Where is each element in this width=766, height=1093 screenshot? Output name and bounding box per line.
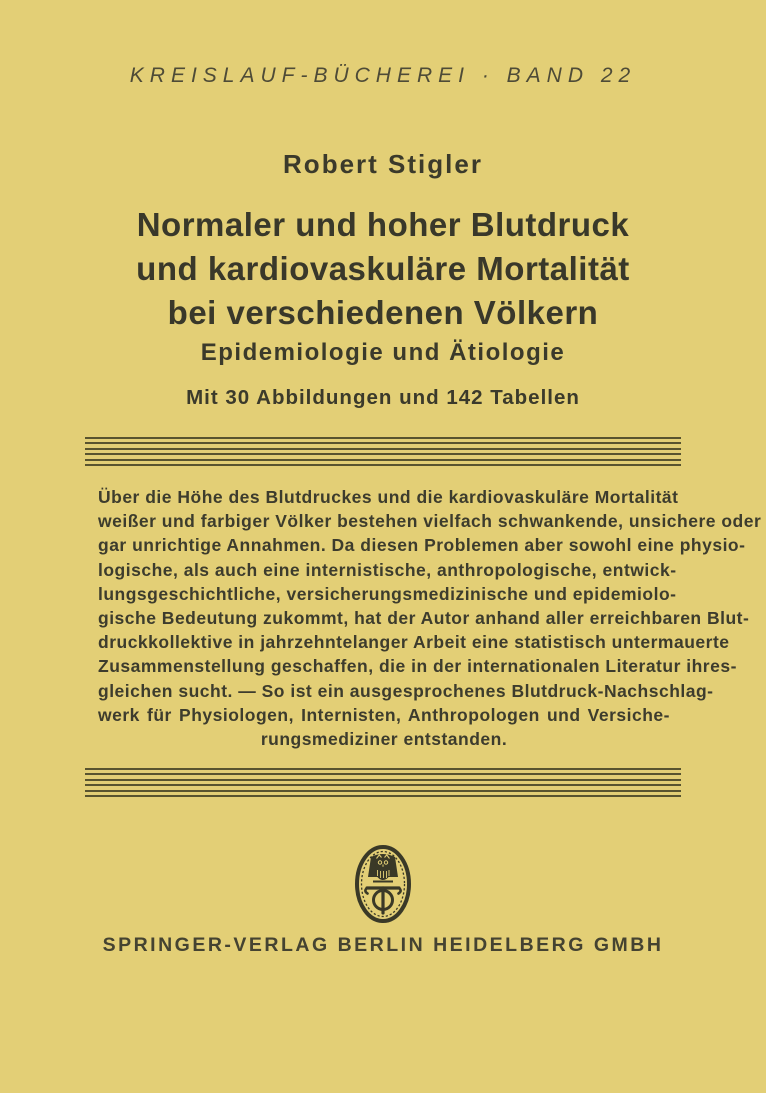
blurb-line: gar unrichtige Annahmen. Da diesen Problemen aber sowohl eine physio- bbox=[98, 535, 746, 556]
decorative-rule-band-top bbox=[85, 437, 681, 466]
series-title: KREISLAUF-BÜCHEREI · BAND 22 bbox=[129, 64, 637, 87]
blurb-line: druckkollektive in jahrzehntelanger Arbeit eine statistisch untermauerte bbox=[98, 632, 730, 653]
blurb-line: gleichen sucht. — So ist ein ausgesprochenes Blutdruck-Nachschlag- bbox=[98, 680, 714, 701]
blurb-line: Zusammenstellung geschaffen, die in der internationalen Literatur ihres- bbox=[98, 656, 737, 677]
author-name: Robert Stigler bbox=[283, 149, 483, 179]
blurb-line: weißer und farbiger Völker bestehen vielfach schwankende, unsichere oder bbox=[98, 511, 762, 532]
illustrations-note: Mit 30 Abbildungen und 142 Tabellen bbox=[186, 386, 580, 409]
book-title-line-3: bei verschiedenen Völkern bbox=[167, 294, 599, 331]
owl-monogram-icon bbox=[354, 845, 412, 923]
blurb-line: lungsgeschichtliche, versicherungsmedizinische und epidemiolo- bbox=[98, 583, 677, 604]
blurb-line: rungsmediziner entstanden. bbox=[260, 729, 508, 750]
decorative-rule-band-bottom bbox=[85, 768, 681, 797]
blurb-line: Über die Höhe des Blutdruckes und die kardiovaskuläre Mortalität bbox=[98, 487, 679, 507]
subtitle: Epidemiologie und Ätiologie bbox=[200, 339, 566, 366]
publisher-name: SPRINGER-VERLAG BERLIN HEIDELBERG GMBH bbox=[102, 934, 664, 956]
book-title-line-2: und kardiovaskuläre Mortalität bbox=[136, 250, 630, 287]
publisher-emblem bbox=[0, 845, 766, 923]
book-title bbox=[0, 203, 766, 335]
blurb-line: logische, als auch eine internistische, anthropologische, entwick- bbox=[98, 559, 677, 580]
blurb-paragraph bbox=[98, 485, 762, 751]
blurb-line: werk für Physiologen, Internisten, Anthropologen und Versiche- bbox=[98, 704, 670, 725]
book-title-line-1: Normaler und hoher Blutdruck bbox=[136, 206, 630, 243]
blurb-line: gische Bedeutung zukommt, hat der Autor anhand aller erreichbaren Blut- bbox=[98, 608, 750, 629]
